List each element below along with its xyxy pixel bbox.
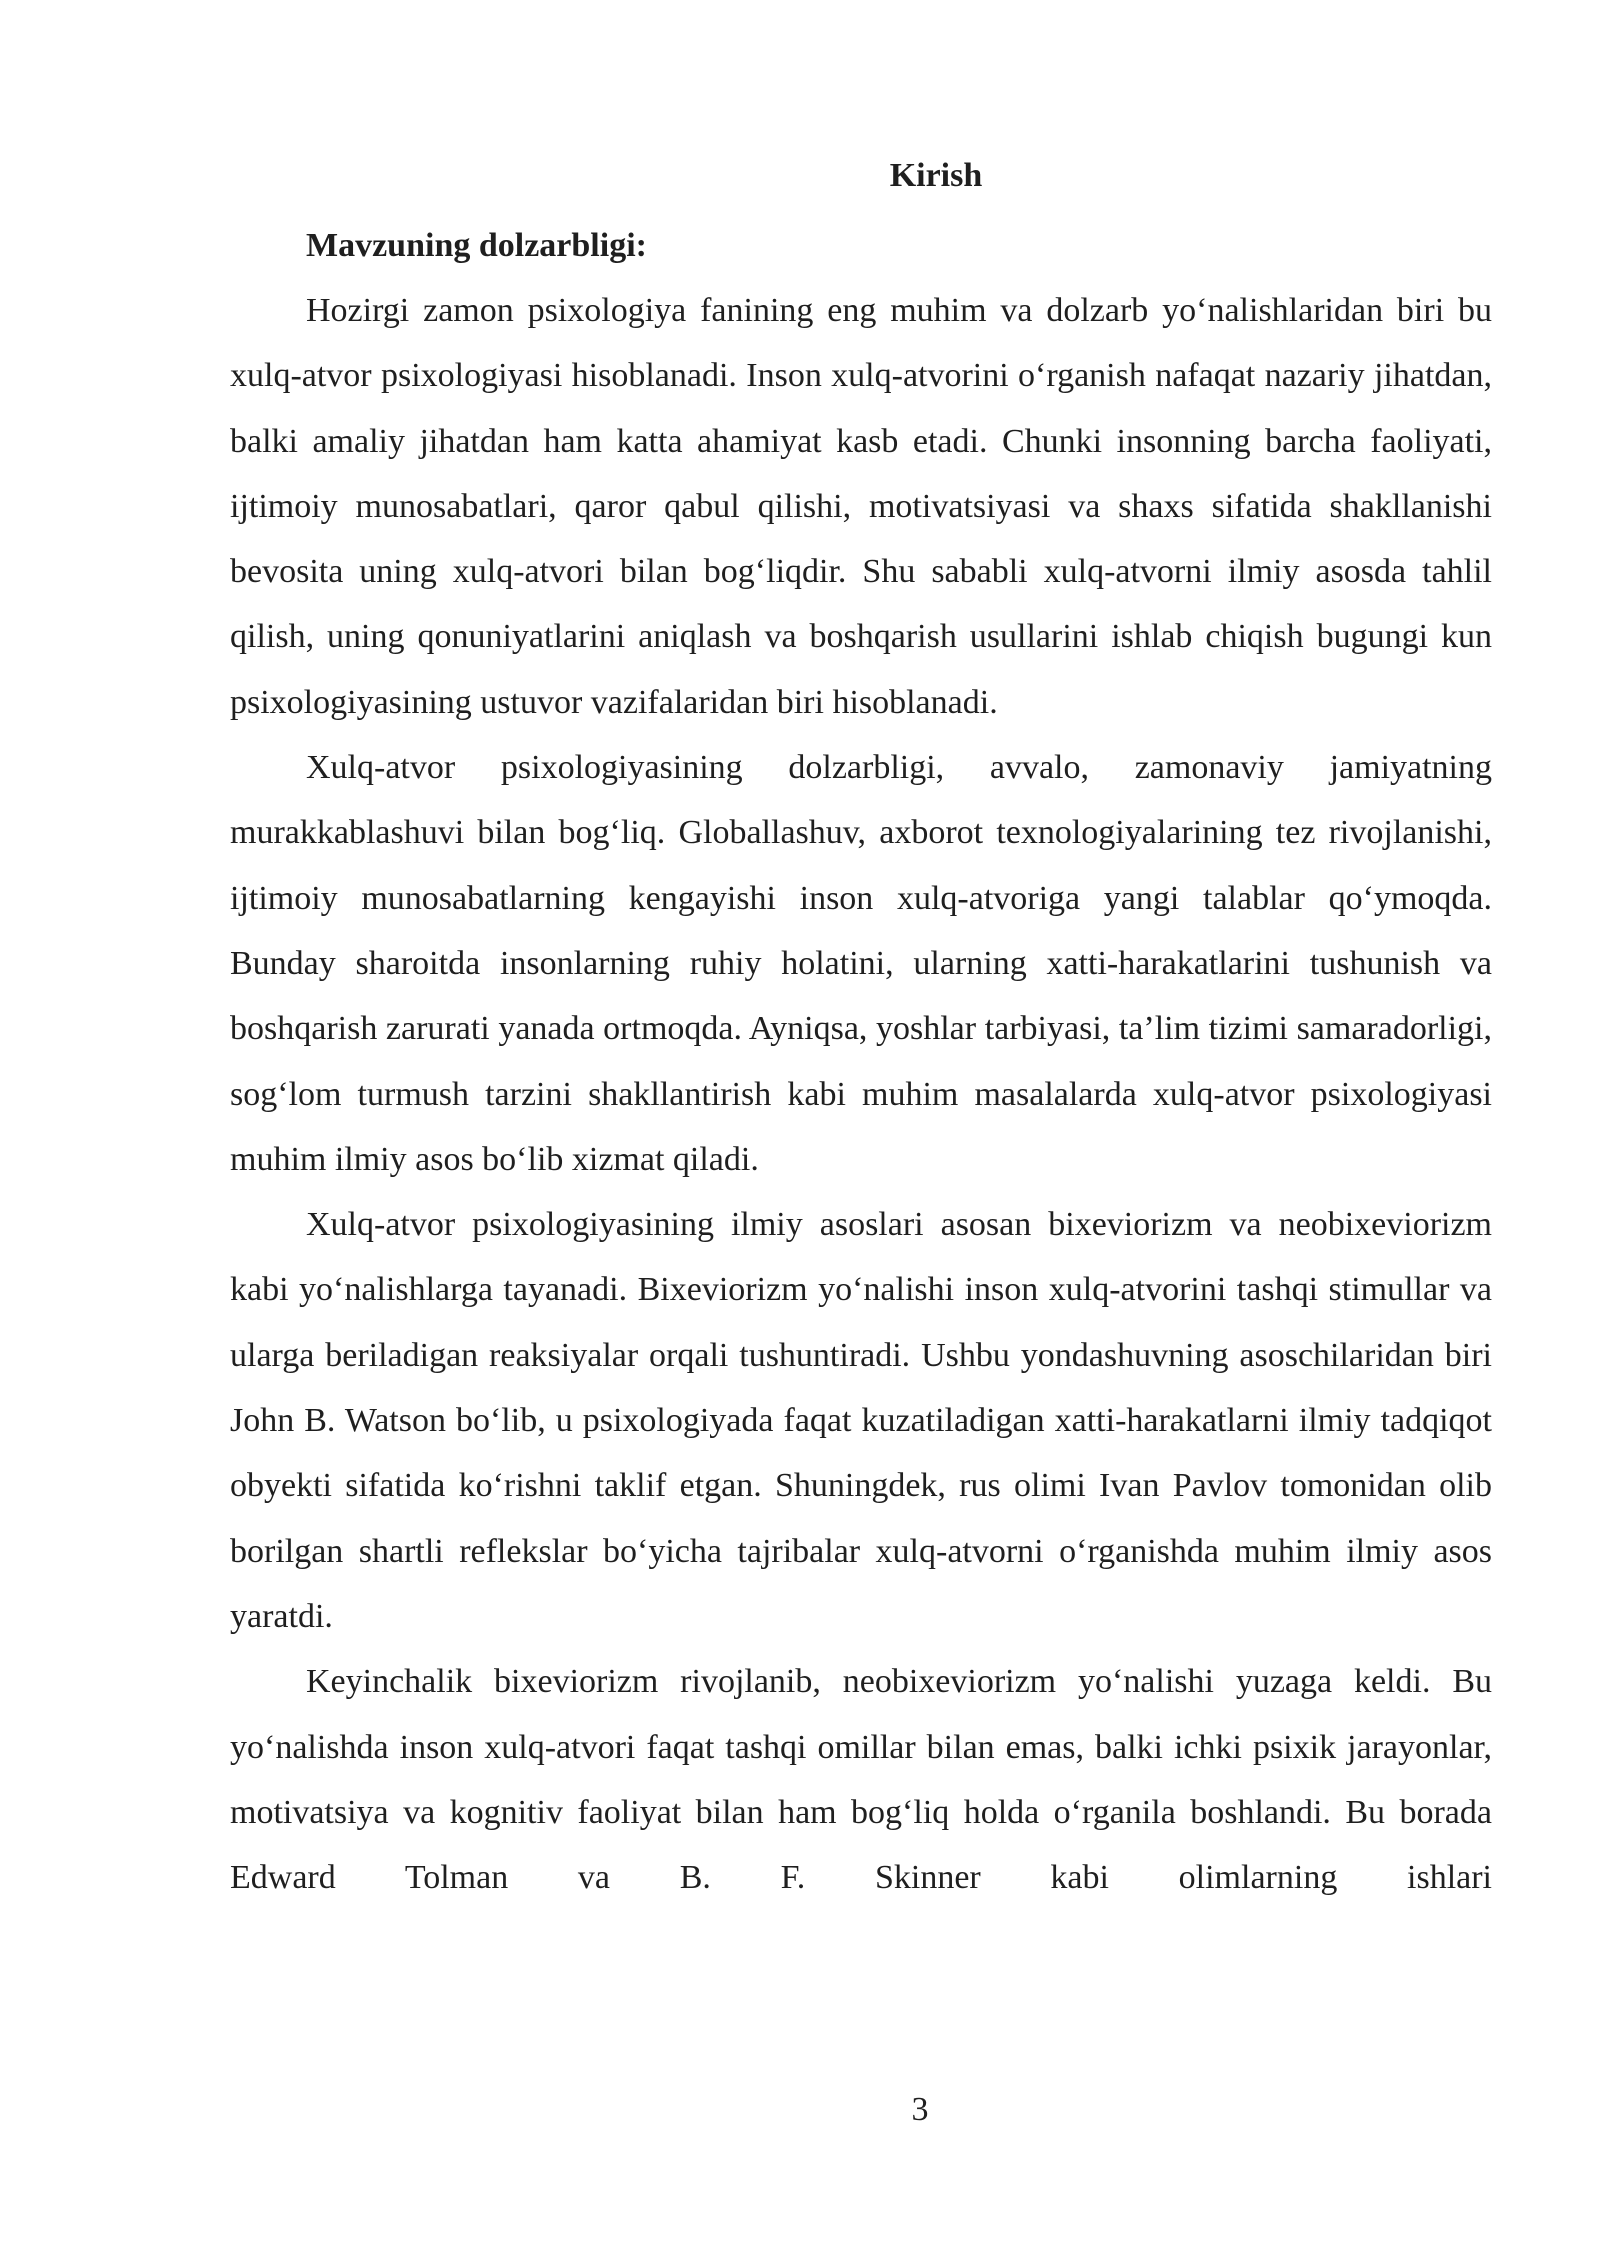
paragraph-4: Keyinchalik bixeviorizm rivojlanib, neobixeviorizm yo‘nalishi yuzaga keldi. Bu yo‘nalishda inson xulq-atvori faqat tashqi omillar bilan emas, balki ichki psixik jarayonlar, motivatsiya va kognitiv faoliyat bilan ham bog‘liq holda o‘rganila boshlandi. Bu borada Edward Tolman va B. F. Skinner kabi olimlarning ishlari bbox=[230, 1663, 1492, 1897]
section-title: Kirish bbox=[889, 157, 983, 194]
paragraph-3: Xulq-atvor psixologiyasining ilmiy asoslari asosan bixeviorizm va neobixeviorizm kabi yo‘nalishlarga tayanadi. Bixeviorizm yo‘nalishi inson xulq-atvorini tashqi stimullar va ularga beriladigan reaksiyalar orqali tushuntiradi. Ushbu yondashuvning asoschilaridan biri John B. Watson bo‘lib, u psixologiyada faqat kuzatiladigan xatti-harakatlarni ilmiy tadqiqot obyekti sifatida ko‘rishni taklif etgan. Shuningdek, rus olimi Ivan Pavlov tomonidan olib borilgan shartli reflekslar bo‘yicha tajribalar xulq-atvorni o‘rganishda muhim ilmiy asos yaratdi. bbox=[230, 1206, 1492, 1635]
page-content bbox=[230, 148, 1492, 1910]
paragraph-1: Hozirgi zamon psixologiya fanining eng muhim va dolzarb yo‘nalishlaridan biri bu xulq-atvor psixologiyasi hisoblanadi. Inson xulq-atvorini o‘rganish nafaqat nazariy jihatdan, balki amaliy jihatdan ham katta ahamiyat kasb etadi. Chunki insonning barcha faoliyati, ijtimoiy munosabatlari, qaror qabul qilishi, motivatsiyasi va shaxs sifatida shakllanishi bevosita uning xulq-atvori bilan bog‘liqdir. Shu sababli xulq-atvorni ilmiy asosda tahlil qilish, uning qonuniyatlarini aniqlash va boshqarish usullarini ishlab chiqish bugungi kun psixologiyasining ustuvor vazifalaridan biri hisoblanadi. bbox=[230, 292, 1492, 721]
paragraph-2: Xulq-atvor psixologiyasining dolzarbligi, avvalo, zamonaviy jamiyatning murakkablashuvi bilan bog‘liq. Globallashuv, axborot texnologiyalarining tez rivojlanishi, ijtimoiy munosabatlarning kengayishi inson xulq-atvoriga yangi talablar qo‘ymoqda. Bunday sharoitda insonlarning ruhiy holatini, ularning xatti-harakatlarini tushunish va boshqarish zarurati yanada ortmoqda. Ayniqsa, yoshlar tarbiyasi, ta’lim tizimi samaradorligi, sog‘lom turmush tarzini shakllantirish kabi muhim masalalarda xulq-atvor psixologiyasi muhim ilmiy asos bo‘lib xizmat qiladi. bbox=[230, 749, 1492, 1178]
section-subtitle: Mavzuning dolzarbligi: bbox=[306, 227, 647, 264]
page-number: 3 bbox=[911, 2091, 929, 2128]
